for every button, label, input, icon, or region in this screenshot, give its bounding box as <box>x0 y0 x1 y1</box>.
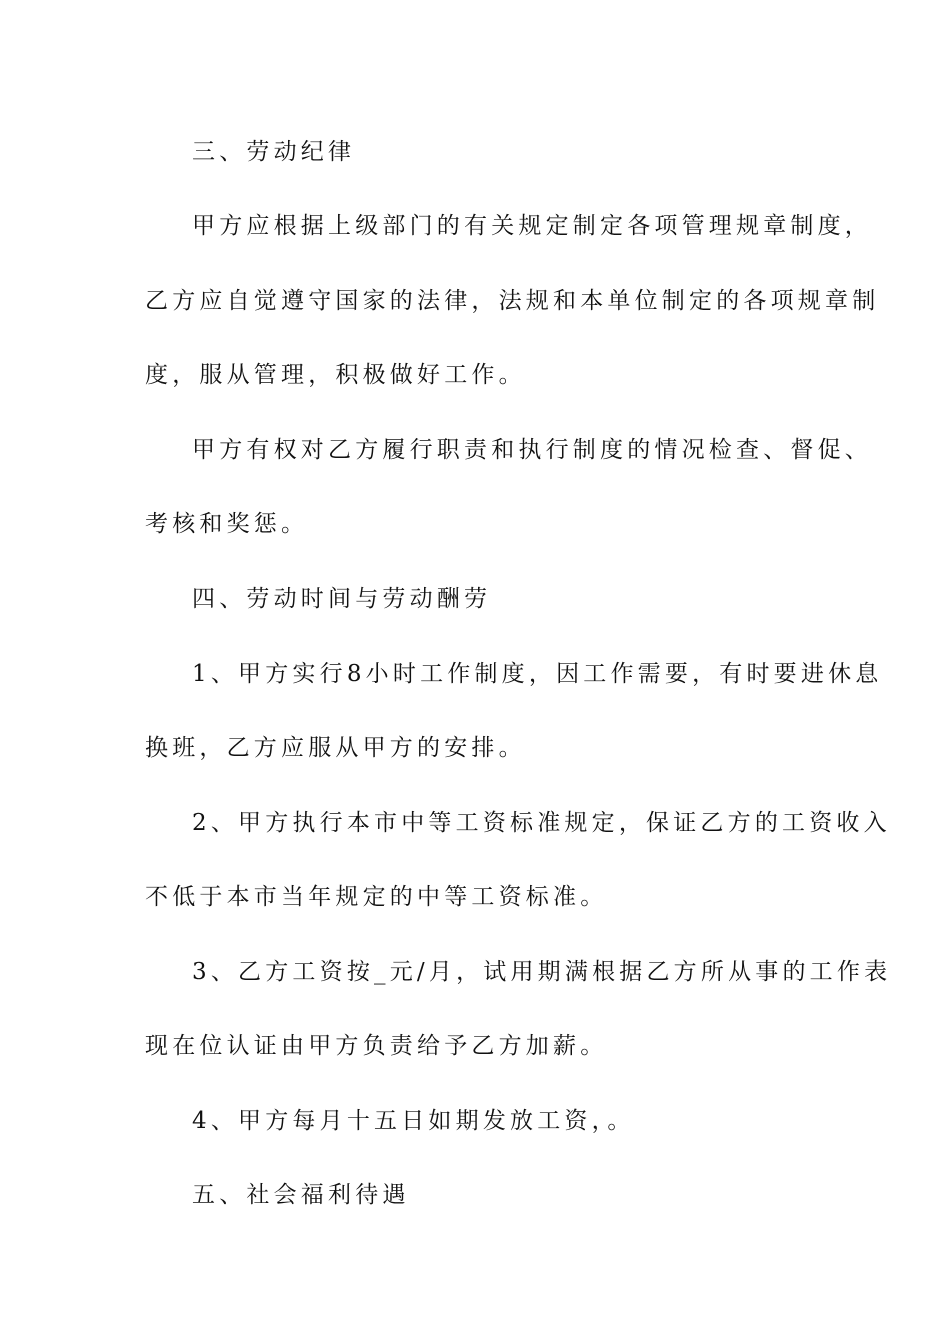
paragraph-line: 乙方应自觉遵守国家的法律，法规和本单位制定的各项规章制 <box>145 288 880 314</box>
paragraph-line: 3、乙方工资按_元/月，试用期满根据乙方所从事的工作表 <box>192 959 892 985</box>
paragraph-line: 不低于本市当年规定的中等工资标准。 <box>145 884 608 910</box>
paragraph-line: 换班，乙方应服从甲方的安排。 <box>145 735 526 761</box>
paragraph-line: 考核和奖惩。 <box>145 511 309 537</box>
section-heading-working-hours: 四、劳动时间与劳动酬劳 <box>192 586 492 612</box>
paragraph-line: 4、甲方每月十五日如期发放工资，。 <box>192 1108 635 1134</box>
paragraph-line: 甲方应根据上级部门的有关规定制定各项管理规章制度， <box>192 213 872 239</box>
paragraph-line: 现在位认证由甲方负责给予乙方加薪。 <box>145 1033 608 1059</box>
section-heading-social-welfare: 五、社会福利待遇 <box>192 1182 410 1208</box>
paragraph-line: 2、甲方执行本市中等工资标准规定，保证乙方的工资收入 <box>192 810 891 836</box>
paragraph-line: 1、甲方实行8小时工作制度，因工作需要，有时要进休息 <box>192 661 883 687</box>
section-heading-labor-discipline: 三、劳动纪律 <box>192 139 356 165</box>
paragraph-line: 度，服从管理，积极做好工作。 <box>145 362 526 388</box>
paragraph-line: 甲方有权对乙方履行职责和执行制度的情况检查、督促、 <box>192 437 872 463</box>
